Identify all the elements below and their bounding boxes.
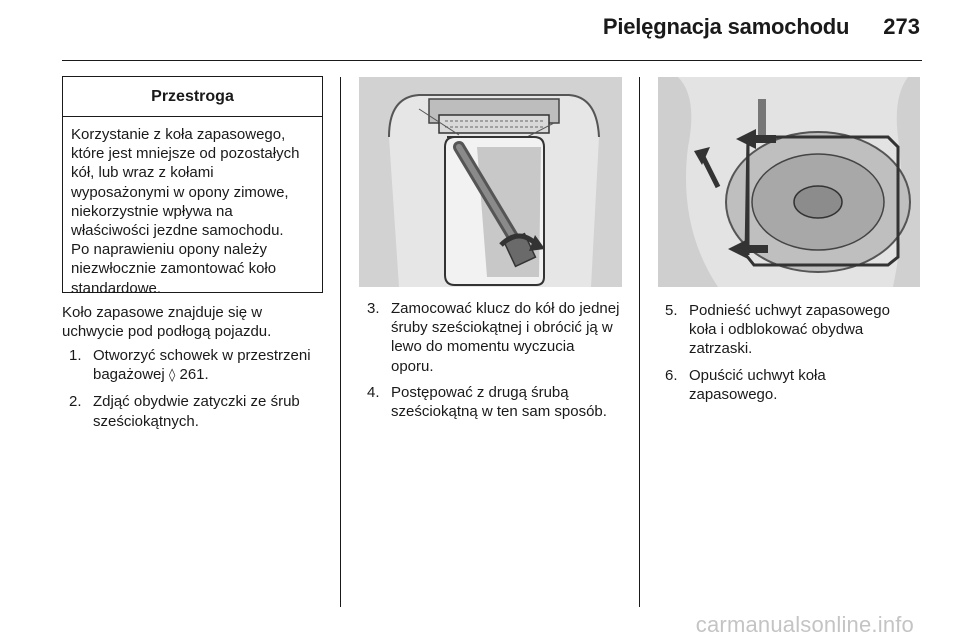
- step-line: Opuścić uchwyt koła: [689, 366, 826, 384]
- caution-line: Po naprawieniu opony należy: [71, 241, 267, 259]
- step-line: zatrzaski.: [689, 340, 753, 358]
- wheel-wrench-photo: [359, 77, 622, 287]
- step-line: lewo do momentu wyczucia: [391, 338, 575, 356]
- list-item: [367, 299, 630, 376]
- step-list-col3: [665, 301, 925, 411]
- intro-line: uchwycie pod podłogą pojazdu.: [62, 323, 272, 341]
- intro-line: Koło zapasowe znajduje się w: [62, 304, 263, 321]
- step-number: 5.: [665, 302, 678, 319]
- step-text: [93, 346, 329, 385]
- list-item: [665, 301, 925, 359]
- step-text: [689, 301, 925, 359]
- caution-line: kół, lub wraz z kołami: [71, 164, 214, 182]
- column-divider-1: [340, 77, 341, 607]
- spare-wheel-holder-photo: [658, 77, 920, 287]
- page-header: [603, 14, 920, 40]
- arrow-reference-icon: ◊: [168, 368, 176, 384]
- page-reference-link[interactable]: 261.: [179, 366, 209, 384]
- caution-line: które jest mniejsze od pozostałych: [71, 145, 300, 163]
- step-line: sześciokątną w ten sam sposób.: [391, 403, 607, 421]
- step-list-col2: [367, 299, 630, 428]
- caution-line: niekorzystnie wpływa na: [71, 202, 233, 220]
- step-number: 4.: [367, 383, 380, 401]
- step-number: 1.: [69, 347, 82, 364]
- step-line: oporu.: [391, 357, 434, 375]
- step-line: bagażowej: [93, 366, 165, 384]
- list-item: [69, 346, 329, 385]
- step-line: Postępować z drugą śrubą: [391, 383, 569, 401]
- step-line: Otworzyć schowek w przestrzeni: [93, 347, 311, 364]
- step-number: 2.: [69, 393, 82, 411]
- step-number: 6.: [665, 366, 678, 384]
- step-line: koła i odblokować obydwa: [689, 321, 864, 339]
- list-item: [367, 383, 630, 421]
- caution-line: wyposażonymi w opony zimowe,: [71, 183, 289, 201]
- step-text: [93, 392, 329, 430]
- caution-heading: Przestroga: [63, 77, 322, 117]
- step-line: zapasowego.: [689, 385, 778, 403]
- step-line: Zdjąć obydwie zatyczki ze śrub: [93, 393, 300, 411]
- step-line: śruby sześciokątnej i obrócić ją w: [391, 319, 613, 337]
- caution-line: Korzystanie z koła zapasowego,: [71, 126, 286, 143]
- caution-line: standardowe.: [71, 279, 162, 297]
- caution-line: właściwości jezdne samochodu.: [71, 222, 284, 240]
- step-text: [689, 366, 925, 404]
- step-line: sześciokątnych.: [93, 412, 199, 430]
- caution-box: [62, 76, 323, 297]
- step-list-col1: [69, 346, 329, 438]
- chapter-title: Pielęgnacja samochodu: [602, 14, 850, 39]
- header-rule: [62, 60, 922, 61]
- caution-text: [63, 117, 322, 298]
- step-text: [391, 299, 630, 376]
- intro-paragraph: [62, 303, 334, 341]
- list-item: [69, 392, 329, 430]
- watermark: carmanualsonline.info: [695, 612, 914, 637]
- step-line: Zamocować klucz do kół do jednej: [391, 300, 620, 317]
- list-item: [665, 366, 925, 404]
- step-text: [391, 383, 630, 421]
- step-number: 3.: [367, 300, 380, 317]
- page-number: 273: [883, 14, 920, 39]
- column-divider-2: [639, 77, 640, 607]
- step-line: Podnieść uchwyt zapasowego: [689, 302, 890, 319]
- caution-line: niezwłocznie zamontować koło: [71, 260, 277, 278]
